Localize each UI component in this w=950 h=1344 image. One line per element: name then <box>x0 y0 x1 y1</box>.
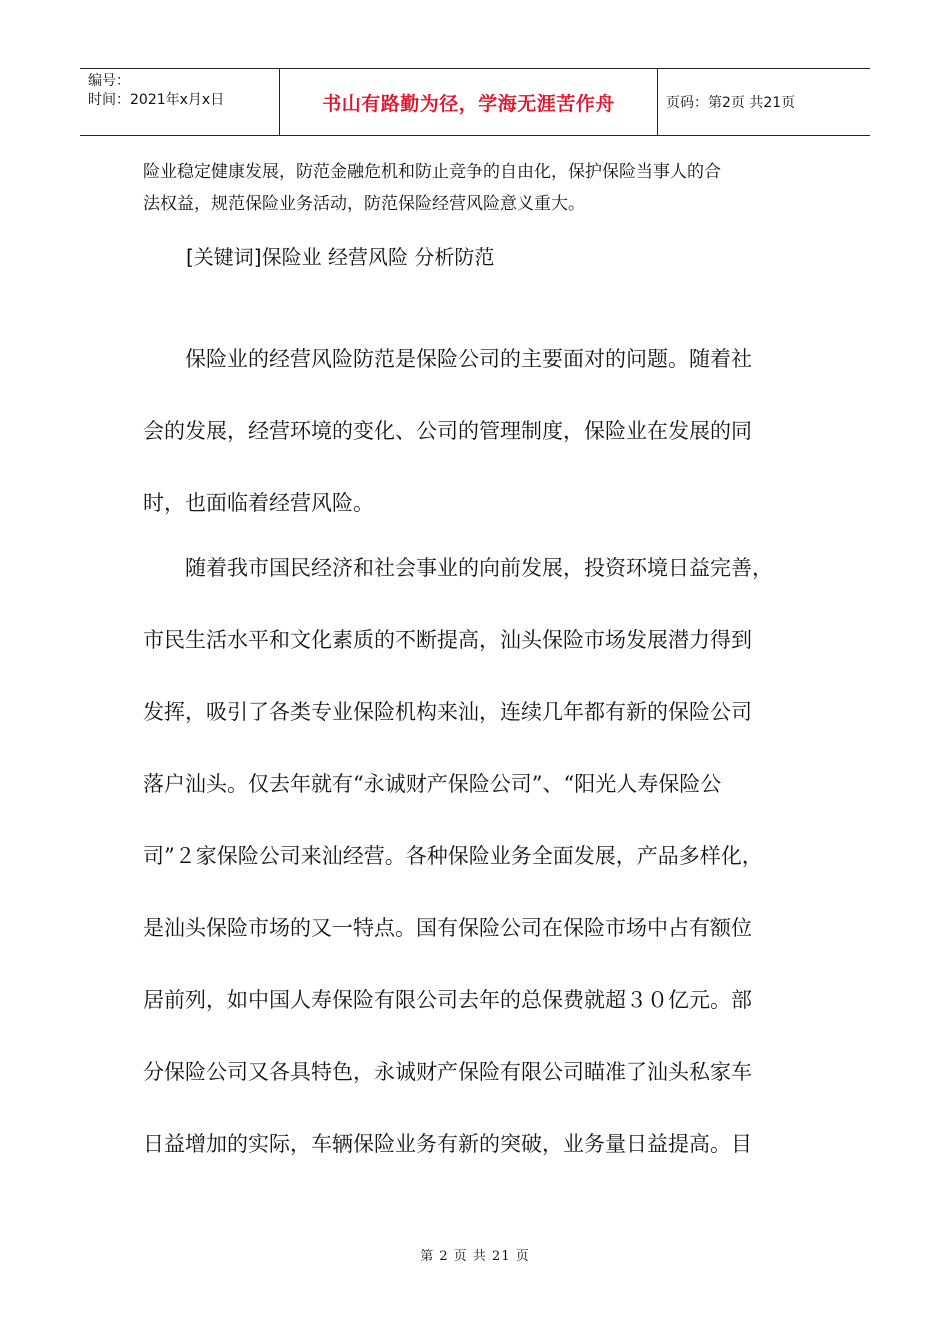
paragraph-1 <box>143 323 808 539</box>
header-page-info: 页码：第2页 共21页 <box>666 95 796 111</box>
keywords-line <box>186 242 494 272</box>
document-time: 时间：2021年x月x日 <box>88 92 225 108</box>
keywords-label: [关键词] <box>186 245 262 269</box>
keywords-value: 保险业 经营风险 分析防范 <box>261 245 495 269</box>
paragraph-line: 时，也面临着经营风险。 <box>143 491 374 515</box>
paragraph-line: 保险业的经营风险防范是保险公司的主要面对的问题。随着社 <box>143 347 752 371</box>
paragraph-line: 是汕头保险市场的又一特点。国有保险公司在保险市场中占有额位 <box>143 916 752 940</box>
document-number-label: 编号： <box>88 73 130 89</box>
header-motto: 书山有路勤为径，学海无涯苦作舟 <box>280 69 658 135</box>
header-meta <box>80 69 280 135</box>
intro-line: 险业稳定健康发展，防范金融危机和防止竞争的自由化，保护保险当事人的合 <box>143 162 721 182</box>
page-footer: 第 2 页 共 21 页 <box>420 1249 530 1264</box>
paragraph-line: 会的发展，经营环境的变化、公司的管理制度，保险业在发展的同 <box>143 419 752 443</box>
paragraph-line: 居前列，如中国人寿保险有限公司去年的总保费就超３０亿元。部 <box>143 988 752 1012</box>
paragraph-2 <box>143 532 808 1180</box>
paragraph-line: 随着我市国民经济和社会事业的向前发展，投资环境日益完善， <box>143 556 773 580</box>
paragraph-line: 落户汕头。仅去年就有“永诚财产保险公司”、“阳光人寿保险公 <box>143 772 722 796</box>
paragraph-line: 分保险公司又各具特色，永诚财产保险有限公司瞄准了汕头私家车 <box>143 1060 752 1084</box>
paragraph-line: 司”２家保险公司来汕经营。各种保险业务全面发展，产品多样化， <box>143 844 763 868</box>
page-header <box>80 68 870 136</box>
paragraph-line: 发挥，吸引了各类专业保险机构来汕，连续几年都有新的保险公司 <box>143 700 752 724</box>
paragraph-line: 市民生活水平和文化素质的不断提高，汕头保险市场发展潜力得到 <box>143 628 752 652</box>
intro-paragraph <box>143 156 808 220</box>
intro-line: 法权益，规范保险业务活动，防范保险经营风险意义重大。 <box>143 194 585 214</box>
paragraph-line: 日益增加的实际，车辆保险业务有新的突破，业务量日益提高。目 <box>143 1132 752 1156</box>
